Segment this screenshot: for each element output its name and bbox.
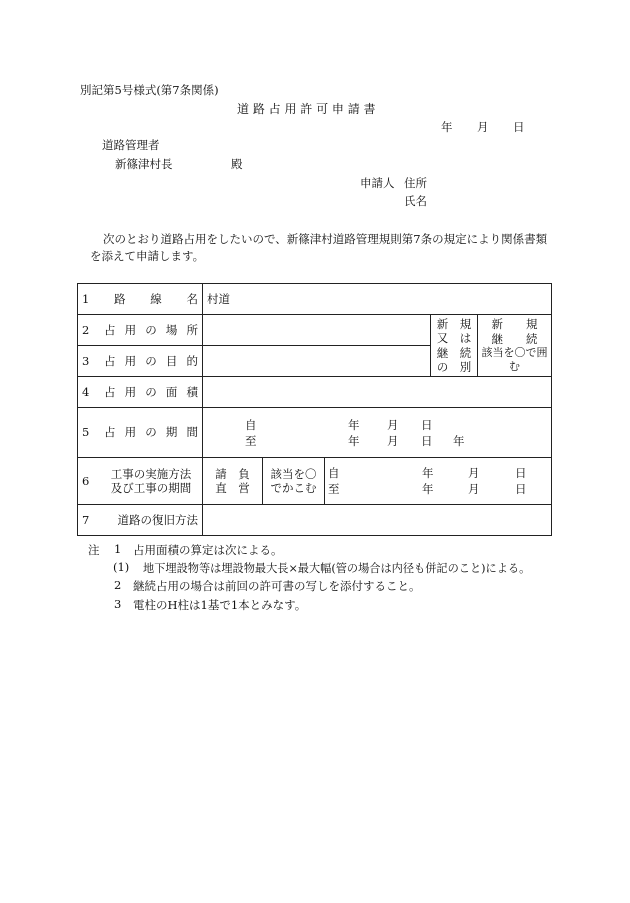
body-text-line1: 次のとおり道路占用をしたいので、新篠津村道路管理規則第7条の規定により関係書類 [103,232,548,246]
table-row [78,284,552,315]
honorific: 殿 [231,157,243,171]
note-1-number: 1 [114,542,122,556]
new-or-continuation-choice[interactable]: 新 規 継 続 該当を〇で囲む [478,315,552,377]
route-name-value[interactable]: 村道 [203,284,552,315]
name-label: 氏名 [404,194,427,208]
row-label: 6 工事の実施方法 及び工事の期間 [78,458,203,505]
occupancy-place-input[interactable] [203,315,431,346]
occupancy-purpose-input[interactable] [203,346,431,377]
note-1: 占用面積の算定は次による。 [133,543,283,557]
date-month-label: 月 [477,120,489,134]
table-row [78,408,552,458]
body-text-line2: を添えて申請します。 [90,249,205,263]
form-id: 別記第5号様式(第7条関係) [80,83,219,97]
date-day-label: 日 [513,120,525,134]
note-3-number: 3 [114,597,122,611]
road-restoration-input[interactable] [203,505,552,536]
note-1a: 地下埋設物等は埋設物最大長×最大幅(管の場合は内径も併記のこと)による。 [143,562,531,575]
note-1a-number: (1) [113,560,130,574]
occupancy-period-input[interactable]: 自 年 月 日 至 年 月 日 年 [203,408,552,458]
row-label: 2 占 用 の 場 所 [78,315,203,346]
row-label: 7 道路の復旧方法 [78,505,203,536]
new-or-continuation-header: 新 規 又 は 継 続 の 別 [431,315,478,377]
addressee-title: 道路管理者 [102,138,160,152]
address-label: 住所 [404,176,427,190]
circle-instruction: 該当を〇 でかこむ [263,458,325,505]
table-row [78,458,552,505]
work-period-input[interactable]: 自 年 月 日 至 年 月 日 [325,458,552,505]
note-2-number: 2 [114,578,122,592]
note-2: 継続占用の場合は前回の許可書の写しを添付すること。 [133,579,421,593]
date-year-label: 年 [441,120,453,134]
work-method-choice[interactable]: 請 負 直 営 [203,458,263,505]
applicant-label: 申請人 [360,176,395,190]
addressee-name: 新篠津村長 [115,157,173,171]
row-label: 4 占 用 の 面 積 [78,377,203,408]
note-3: 電柱のH柱は1基で1本とみなす。 [133,598,307,612]
row-label: 3 占 用 の 目 的 [78,346,203,377]
row-label: 1 路 線 名 [78,284,203,315]
application-table [77,283,551,535]
table-row [78,377,552,408]
page-title: 道 路 占 用 許 可 申 請 書 [237,102,376,116]
notes-head: 注 [88,543,100,557]
row-label: 5 占 用 の 期 間 [78,408,203,458]
table-row [78,505,552,536]
occupancy-area-input[interactable] [203,377,552,408]
table-row [78,315,552,346]
